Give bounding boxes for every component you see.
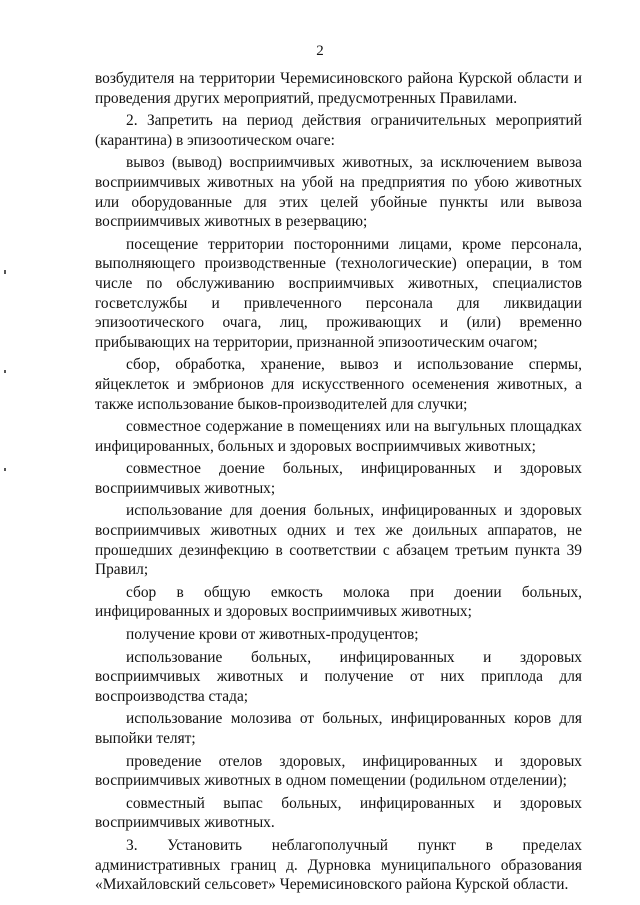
- paragraph-grazing-ban: совместный выпас больных, инфицированных и здоровых восприимчивых животных.: [95, 794, 582, 832]
- document-body: [95, 69, 582, 895]
- paragraph-milking-equipment-ban: использование для доения больных, инфицированных и здоровых восприимчивых животных одних и тех же доильных аппаратов, не прошедших дезинфекцию в соответствии с абзацем третьим пункта 39 Правил;: [95, 502, 582, 579]
- paragraph-blood-ban: получение крови от животных-продуцентов;: [126, 626, 419, 644]
- paragraph-colostrum-ban: использование молозива от больных, инфицированных коров для выпойки телят;: [95, 710, 582, 747]
- scan-margin-mark: [4, 370, 6, 373]
- page-number: 2: [316, 43, 324, 59]
- paragraph-joint-keeping-ban: совместное содержание в помещениях или на выгульных площадках инфицированных, больных и здоровых восприимчивых животных;: [95, 418, 582, 455]
- scan-margin-mark: [4, 468, 6, 471]
- paragraph-calving-ban: проведение отелов здоровых, инфицированных и здоровых восприимчивых животных в одном помещении (родильном отделении);: [95, 752, 582, 790]
- paragraph-milk-collection-ban: сбор в общую емкость молока при доении больных, инфицированных и здоровых восприимчивых животных;: [95, 583, 582, 621]
- paragraph-breeding-ban: использование больных, инфицированных и здоровых восприимчивых животных и получение от них приплода для воспроизводства стада;: [95, 648, 582, 705]
- paragraph-joint-milking-ban: совместное доение больных, инфицированных и здоровых восприимчивых животных;: [95, 460, 582, 497]
- paragraph-item-3: 3. Установить неблагополучный пункт в пределах административных границ д. Дурновка муниципального образования «Михайловский сельсовет» Черемисиновского района Курской области.: [95, 836, 582, 894]
- paragraph-continuation: возбудителя на территории Черемисиновского района Курской области и проведения других мероприятий, предусмотренных Правилами.: [95, 70, 582, 107]
- paragraph-item-2: 2. Запретить на период действия ограничительных мероприятий (карантина) в эпизоотическом очаге:: [95, 112, 582, 149]
- scan-margin-mark: [4, 270, 6, 274]
- paragraph-export-ban: вывоз (вывод) восприимчивых животных, за исключением вывоза восприимчивых животных на убой на предприятия по убою животных или оборудованные для этих целей убойные пункты или вывоза восприимчивых животных в резервацию;: [95, 154, 582, 231]
- paragraph-visit-ban: посещение территории посторонними лицами, кроме персонала, выполняющего производственные (технологические) операции, в том числе по обслуживанию восприимчивых животных, специалистов госветслужбы и привлеченного персонала для ликвидации эпизоотического очага, лиц, проживающих и (или) временно прибывающих на территории, признанной эпизоотическим очагом;: [95, 235, 582, 351]
- paragraph-sperm-ban: сбор, обработка, хранение, вывоз и использование спермы, яйцеклеток и эмбрионов для искусственного осеменения животных, а также использование быков-производителей для случки;: [95, 356, 582, 413]
